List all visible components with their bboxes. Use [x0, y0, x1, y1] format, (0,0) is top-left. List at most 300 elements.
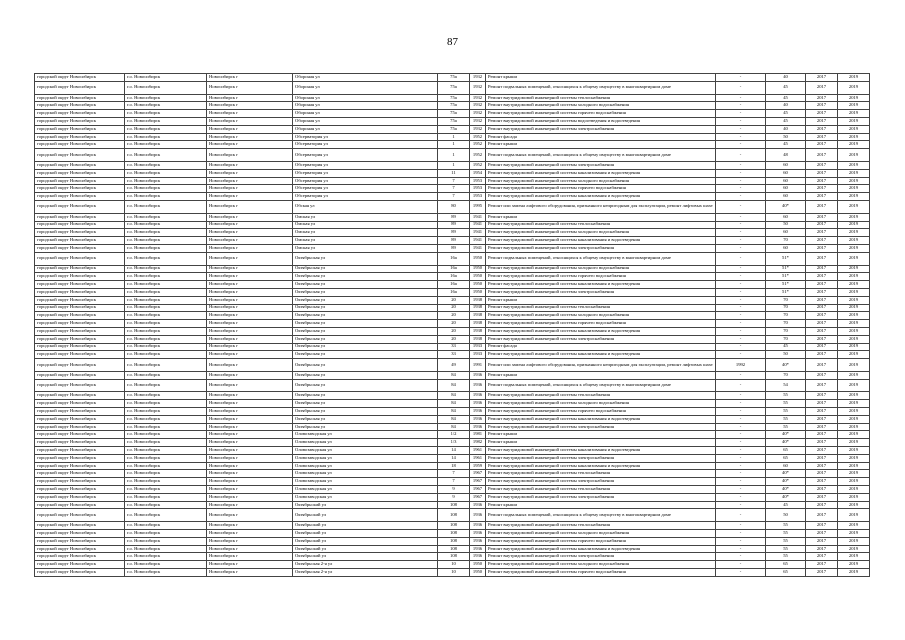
work-type-cell: Ремонт подвальных помещений, относящихся к общему имуществу в многоквартирном доме — [486, 252, 716, 265]
house-cell: 108 — [438, 501, 470, 509]
municipality-cell: городской округ Новосибирск — [35, 281, 125, 289]
wear-cell: 70 — [766, 312, 806, 320]
house-cell: 89 — [438, 221, 470, 229]
end-year-cell: 2019 — [838, 327, 870, 335]
work-type-cell: Ремонт внутридомовой инженерной системы электроснабжения — [486, 493, 716, 501]
start-year-cell: 2017 — [806, 94, 838, 102]
work-type-cell: Ремонт внутридомовой инженерной системы холодного водоснабжения — [486, 561, 716, 569]
municipality-cell: городской округ Новосибирск — [35, 493, 125, 501]
last-repair-cell: - — [716, 133, 766, 141]
year-built-cell: 1952 — [470, 141, 486, 149]
last-repair-cell: - — [716, 288, 766, 296]
wear-cell: 70 — [766, 304, 806, 312]
city-cell: Новосибирск г — [207, 273, 293, 281]
last-repair-cell: - — [716, 371, 766, 379]
street-cell: Октябрьский ул — [293, 553, 438, 561]
city-cell: Новосибирск г — [207, 431, 293, 439]
work-type-cell: Ремонт или замена лифтового оборудования, признанного непригодным для эксплуатации, ремонт лифтовых шахт — [486, 200, 716, 213]
city-cell: Новосибирск г — [207, 281, 293, 289]
year-built-cell: 1950 — [470, 288, 486, 296]
wear-cell: 55 — [766, 553, 806, 561]
last-repair-cell: - — [716, 94, 766, 102]
city-cell: Новосибирск г — [207, 110, 293, 118]
house-cell: 7 — [438, 470, 470, 478]
table-row — [35, 470, 870, 478]
end-year-cell: 2019 — [838, 149, 870, 162]
wear-cell: 60 — [766, 193, 806, 201]
last-repair-cell: - — [716, 273, 766, 281]
start-year-cell: 2017 — [806, 335, 838, 343]
year-built-cell: 1950 — [470, 569, 486, 577]
work-type-cell: Ремонт внутридомовой инженерной системы канализования и водоотведения — [486, 193, 716, 201]
year-built-cell: 1936 — [470, 392, 486, 400]
district-cell: г.о. Новосибирск — [125, 530, 207, 538]
street-cell: Омская ул — [293, 221, 438, 229]
district-cell: г.о. Новосибирск — [125, 229, 207, 237]
work-type-cell: Ремонт подвальных помещений, относящихся к общему имуществу в многоквартирном доме — [486, 81, 716, 94]
end-year-cell: 2019 — [838, 501, 870, 509]
wear-cell: 50 — [766, 509, 806, 522]
start-year-cell: 2017 — [806, 244, 838, 252]
year-built-cell: 1932 — [470, 125, 486, 133]
table-row — [35, 359, 870, 372]
end-year-cell: 2019 — [838, 470, 870, 478]
start-year-cell: 2017 — [806, 501, 838, 509]
municipality-cell: городской округ Новосибирск — [35, 569, 125, 577]
house-cell: 75а — [438, 81, 470, 94]
street-cell: Октябрьский ул — [293, 509, 438, 522]
district-cell: г.о. Новосибирск — [125, 509, 207, 522]
house-cell: 20 — [438, 320, 470, 328]
table-row — [35, 439, 870, 447]
municipality-cell: городской округ Новосибирск — [35, 177, 125, 185]
city-cell: Новосибирск г — [207, 288, 293, 296]
district-cell: г.о. Новосибирск — [125, 110, 207, 118]
end-year-cell: 2019 — [838, 141, 870, 149]
table-row — [35, 408, 870, 416]
wear-cell: 55 — [766, 392, 806, 400]
city-cell: Новосибирск г — [207, 351, 293, 359]
district-cell: г.о. Новосибирск — [125, 213, 207, 221]
city-cell: Новосибирск г — [207, 312, 293, 320]
end-year-cell: 2019 — [838, 392, 870, 400]
wear-cell: 51* — [766, 281, 806, 289]
work-type-cell: Ремонт внутридомовой инженерной системы электроснабжения — [486, 288, 716, 296]
table-row — [35, 296, 870, 304]
district-cell: г.о. Новосибирск — [125, 569, 207, 577]
municipality-cell: городской округ Новосибирск — [35, 509, 125, 522]
district-cell: г.о. Новосибирск — [125, 200, 207, 213]
last-repair-cell: - — [716, 478, 766, 486]
street-cell: Обсерватория ул — [293, 149, 438, 162]
table-row — [35, 522, 870, 530]
last-repair-cell: - — [716, 149, 766, 162]
start-year-cell: 2017 — [806, 408, 838, 416]
house-cell: 7 — [438, 185, 470, 193]
table-row — [35, 273, 870, 281]
end-year-cell: 2019 — [838, 193, 870, 201]
start-year-cell: 2017 — [806, 296, 838, 304]
district-cell: г.о. Новосибирск — [125, 117, 207, 125]
table-row — [35, 431, 870, 439]
last-repair-cell: - — [716, 501, 766, 509]
start-year-cell: 2017 — [806, 288, 838, 296]
end-year-cell: 2019 — [838, 343, 870, 351]
start-year-cell: 2017 — [806, 169, 838, 177]
street-cell: Оловозаводская ул — [293, 493, 438, 501]
street-cell: Оловозаводская ул — [293, 486, 438, 494]
table-row — [35, 288, 870, 296]
end-year-cell: 2019 — [838, 561, 870, 569]
year-built-cell: 1938 — [470, 296, 486, 304]
end-year-cell: 2019 — [838, 371, 870, 379]
end-year-cell: 2019 — [838, 447, 870, 455]
street-cell: Обороная ул — [293, 81, 438, 94]
start-year-cell: 2017 — [806, 117, 838, 125]
street-cell: Октябрьский ул — [293, 501, 438, 509]
municipality-cell: городской округ Новосибирск — [35, 371, 125, 379]
table-row — [35, 343, 870, 351]
work-type-cell: Ремонт внутридомовой инженерной системы теплоснабжения — [486, 522, 716, 530]
municipality-cell: городской округ Новосибирск — [35, 221, 125, 229]
table-row — [35, 193, 870, 201]
table-row — [35, 553, 870, 561]
house-cell: 89 — [438, 237, 470, 245]
house-cell: 20 — [438, 304, 470, 312]
last-repair-cell: - — [716, 431, 766, 439]
end-year-cell: 2019 — [838, 177, 870, 185]
work-type-cell: Ремонт внутридомовой инженерной системы горячего водоснабжения — [486, 185, 716, 193]
wear-cell: 45 — [766, 343, 806, 351]
table-row — [35, 493, 870, 501]
wear-cell: 65 — [766, 569, 806, 577]
end-year-cell: 2019 — [838, 229, 870, 237]
work-type-cell: Ремонт внутридомовой инженерной системы теплоснабжения — [486, 94, 716, 102]
last-repair-cell: - — [716, 244, 766, 252]
start-year-cell: 2017 — [806, 141, 838, 149]
end-year-cell: 2019 — [838, 379, 870, 392]
start-year-cell: 2017 — [806, 110, 838, 118]
street-cell: Октябрьская ул — [293, 423, 438, 431]
district-cell: г.о. Новосибирск — [125, 522, 207, 530]
district-cell: г.о. Новосибирск — [125, 545, 207, 553]
table-row — [35, 229, 870, 237]
last-repair-cell: - — [716, 454, 766, 462]
year-built-cell: 1932 — [470, 94, 486, 102]
end-year-cell: 2019 — [838, 288, 870, 296]
house-cell: 108 — [438, 537, 470, 545]
work-type-cell: Ремонт внутридомовой инженерной системы канализования и водоотведения — [486, 351, 716, 359]
city-cell: Новосибирск г — [207, 335, 293, 343]
district-cell: г.о. Новосибирск — [125, 415, 207, 423]
house-cell: 1 — [438, 149, 470, 162]
wear-cell: 45 — [766, 110, 806, 118]
district-cell: г.о. Новосибирск — [125, 462, 207, 470]
house-cell: 75а — [438, 125, 470, 133]
last-repair-cell: - — [716, 117, 766, 125]
house-cell: 75а — [438, 102, 470, 110]
district-cell: г.о. Новосибирск — [125, 296, 207, 304]
district-cell: г.о. Новосибирск — [125, 237, 207, 245]
wear-cell: 40 — [766, 102, 806, 110]
last-repair-cell: - — [716, 102, 766, 110]
table-row — [35, 454, 870, 462]
house-cell: 16а — [438, 288, 470, 296]
table-row — [35, 530, 870, 538]
municipality-cell: городской округ Новосибирск — [35, 244, 125, 252]
year-built-cell: 1932 — [470, 74, 486, 82]
work-type-cell: Ремонт крыши — [486, 74, 716, 82]
wear-cell: 65 — [766, 447, 806, 455]
work-type-cell: Ремонт внутридомовой инженерной системы горячего водоснабжения — [486, 320, 716, 328]
city-cell: Новосибирск г — [207, 221, 293, 229]
table-row — [35, 149, 870, 162]
year-built-cell: 1932 — [470, 102, 486, 110]
wear-cell: 51* — [766, 265, 806, 273]
district-cell: г.о. Новосибирск — [125, 537, 207, 545]
house-cell: 84 — [438, 408, 470, 416]
last-repair-cell: - — [716, 343, 766, 351]
city-cell: Новосибирск г — [207, 149, 293, 162]
house-cell: 18 — [438, 462, 470, 470]
city-cell: Новосибирск г — [207, 522, 293, 530]
last-repair-cell: - — [716, 493, 766, 501]
year-built-cell: 1991 — [470, 359, 486, 372]
wear-cell: 60 — [766, 462, 806, 470]
house-cell: 80 — [438, 200, 470, 213]
municipality-cell: городской округ Новосибирск — [35, 359, 125, 372]
house-cell: 14 — [438, 447, 470, 455]
last-repair-cell: - — [716, 447, 766, 455]
last-repair-cell: - — [716, 522, 766, 530]
wear-cell: 70 — [766, 371, 806, 379]
start-year-cell: 2017 — [806, 392, 838, 400]
house-cell: 1 — [438, 133, 470, 141]
end-year-cell: 2019 — [838, 553, 870, 561]
end-year-cell: 2019 — [838, 320, 870, 328]
start-year-cell: 2017 — [806, 359, 838, 372]
municipality-cell: городской округ Новосибирск — [35, 102, 125, 110]
street-cell: Октябрьская ул — [293, 415, 438, 423]
year-built-cell: 1936 — [470, 545, 486, 553]
table-row — [35, 569, 870, 577]
municipality-cell: городской округ Новосибирск — [35, 478, 125, 486]
table-row — [35, 161, 870, 169]
municipality-cell: городской округ Новосибирск — [35, 415, 125, 423]
house-cell: 16а — [438, 265, 470, 273]
end-year-cell: 2019 — [838, 522, 870, 530]
last-repair-cell: - — [716, 439, 766, 447]
start-year-cell: 2017 — [806, 371, 838, 379]
municipality-cell: городской округ Новосибирск — [35, 273, 125, 281]
municipality-cell: городской округ Новосибирск — [35, 320, 125, 328]
table-row — [35, 561, 870, 569]
city-cell: Новосибирск г — [207, 509, 293, 522]
table-row — [35, 169, 870, 177]
last-repair-cell: - — [716, 545, 766, 553]
end-year-cell: 2019 — [838, 423, 870, 431]
page-number: 87 — [447, 36, 458, 48]
year-built-cell: 1933 — [470, 351, 486, 359]
table-row — [35, 320, 870, 328]
end-year-cell: 2019 — [838, 281, 870, 289]
house-cell: 108 — [438, 509, 470, 522]
table-row — [35, 379, 870, 392]
house-cell: 9 — [438, 493, 470, 501]
street-cell: Октябрьская ул — [293, 408, 438, 416]
district-cell: г.о. Новосибирск — [125, 125, 207, 133]
house-cell: 1/2 — [438, 431, 470, 439]
work-type-cell: Ремонт внутридомовой инженерной системы канализования и водоотведения — [486, 169, 716, 177]
municipality-cell: городской округ Новосибирск — [35, 431, 125, 439]
start-year-cell: 2017 — [806, 431, 838, 439]
house-cell: 20 — [438, 296, 470, 304]
municipality-cell: городской округ Новосибирск — [35, 229, 125, 237]
year-built-cell: 1932 — [470, 110, 486, 118]
district-cell: г.о. Новосибирск — [125, 169, 207, 177]
work-type-cell: Ремонт или замена лифтового оборудования, признанного непригодным для эксплуатации, ремонт лифтовых шахт — [486, 359, 716, 372]
work-type-cell: Ремонт крыши — [486, 141, 716, 149]
year-built-cell: 1952 — [470, 133, 486, 141]
work-type-cell: Ремонт крыши — [486, 371, 716, 379]
municipality-cell: городской округ Новосибирск — [35, 74, 125, 82]
district-cell: г.о. Новосибирск — [125, 221, 207, 229]
wear-cell: 50 — [766, 351, 806, 359]
street-cell: Октябрьский ул — [293, 530, 438, 538]
wear-cell: 48 — [766, 149, 806, 162]
year-built-cell: 1941 — [470, 229, 486, 237]
start-year-cell: 2017 — [806, 265, 838, 273]
municipality-cell: городской округ Новосибирск — [35, 553, 125, 561]
end-year-cell: 2019 — [838, 296, 870, 304]
house-cell: 16а — [438, 281, 470, 289]
municipality-cell: городской округ Новосибирск — [35, 141, 125, 149]
start-year-cell: 2017 — [806, 221, 838, 229]
street-cell: Омская ул — [293, 244, 438, 252]
city-cell: Новосибирск г — [207, 265, 293, 273]
municipality-cell: городской округ Новосибирск — [35, 125, 125, 133]
municipality-cell: городской округ Новосибирск — [35, 423, 125, 431]
table-row — [35, 237, 870, 245]
last-repair-cell: - — [716, 265, 766, 273]
year-built-cell: 1936 — [470, 379, 486, 392]
city-cell: Новосибирск г — [207, 439, 293, 447]
municipality-cell: городской округ Новосибирск — [35, 462, 125, 470]
street-cell: Оловозаводская ул — [293, 478, 438, 486]
municipality-cell: городской округ Новосибирск — [35, 522, 125, 530]
municipality-cell: городской округ Новосибирск — [35, 351, 125, 359]
house-cell: 75а — [438, 74, 470, 82]
district-cell: г.о. Новосибирск — [125, 553, 207, 561]
district-cell: г.о. Новосибирск — [125, 312, 207, 320]
end-year-cell: 2019 — [838, 252, 870, 265]
end-year-cell: 2019 — [838, 169, 870, 177]
house-cell: 89 — [438, 229, 470, 237]
work-type-cell: Ремонт внутридомовой инженерной системы электроснабжения — [486, 454, 716, 462]
municipality-cell: городской округ Новосибирск — [35, 392, 125, 400]
work-type-cell: Ремонт внутридомовой инженерной системы канализования и водоотведения — [486, 415, 716, 423]
city-cell: Новосибирск г — [207, 486, 293, 494]
district-cell: г.о. Новосибирск — [125, 320, 207, 328]
work-type-cell: Ремонт внутридомовой инженерной системы канализования и водоотведения — [486, 447, 716, 455]
start-year-cell: 2017 — [806, 125, 838, 133]
end-year-cell: 2019 — [838, 351, 870, 359]
street-cell: Октябрьский ул — [293, 522, 438, 530]
end-year-cell: 2019 — [838, 530, 870, 538]
work-type-cell: Ремонт внутридомовой инженерной системы холодного водоснабжения — [486, 102, 716, 110]
table-row — [35, 221, 870, 229]
district-cell: г.о. Новосибирск — [125, 392, 207, 400]
work-type-cell: Ремонт внутридомовой инженерной системы теплоснабжения — [486, 486, 716, 494]
street-cell: Омская ул — [293, 213, 438, 221]
start-year-cell: 2017 — [806, 304, 838, 312]
year-built-cell: 1981 — [470, 431, 486, 439]
end-year-cell: 2019 — [838, 537, 870, 545]
city-cell: Новосибирск г — [207, 379, 293, 392]
district-cell: г.о. Новосибирск — [125, 454, 207, 462]
start-year-cell: 2017 — [806, 530, 838, 538]
municipality-cell: городской округ Новосибирск — [35, 117, 125, 125]
work-type-cell: Ремонт внутридомовой инженерной системы холодного водоснабжения — [486, 312, 716, 320]
last-repair-cell: - — [716, 335, 766, 343]
year-built-cell: 1936 — [470, 371, 486, 379]
end-year-cell: 2019 — [838, 110, 870, 118]
work-type-cell: Ремонт внутридомовой инженерной системы электроснабжения — [486, 244, 716, 252]
house-cell: 49 — [438, 359, 470, 372]
year-built-cell: 1967 — [470, 493, 486, 501]
district-cell: г.о. Новосибирск — [125, 193, 207, 201]
table-row — [35, 200, 870, 213]
year-built-cell: 1953 — [470, 185, 486, 193]
city-cell: Новосибирск г — [207, 296, 293, 304]
house-cell: 89 — [438, 213, 470, 221]
district-cell: г.о. Новосибирск — [125, 493, 207, 501]
municipality-cell: городской округ Новосибирск — [35, 133, 125, 141]
work-type-cell: Ремонт внутридомовой инженерной системы теплоснабжения — [486, 392, 716, 400]
wear-cell: 40* — [766, 200, 806, 213]
work-type-cell: Ремонт внутридомовой инженерной системы холодного водоснабжения — [486, 530, 716, 538]
start-year-cell: 2017 — [806, 423, 838, 431]
end-year-cell: 2019 — [838, 486, 870, 494]
year-built-cell: 1932 — [470, 81, 486, 94]
municipality-cell: городской округ Новосибирск — [35, 530, 125, 538]
year-built-cell: 1950 — [470, 281, 486, 289]
district-cell: г.о. Новосибирск — [125, 371, 207, 379]
house-cell: 9 — [438, 486, 470, 494]
year-built-cell: 1959 — [470, 462, 486, 470]
city-cell: Новосибирск г — [207, 537, 293, 545]
last-repair-cell: - — [716, 569, 766, 577]
street-cell: Обсерватория ул — [293, 161, 438, 169]
year-built-cell: 1936 — [470, 537, 486, 545]
city-cell: Новосибирск г — [207, 141, 293, 149]
street-cell: Октябрьская ул — [293, 281, 438, 289]
year-built-cell: 1961 — [470, 454, 486, 462]
district-cell: г.о. Новосибирск — [125, 265, 207, 273]
table-row — [35, 371, 870, 379]
wear-cell: 70 — [766, 237, 806, 245]
district-cell: г.о. Новосибирск — [125, 351, 207, 359]
year-built-cell: 1967 — [470, 470, 486, 478]
end-year-cell: 2019 — [838, 221, 870, 229]
last-repair-cell: - — [716, 200, 766, 213]
table-row — [35, 415, 870, 423]
start-year-cell: 2017 — [806, 81, 838, 94]
table-row — [35, 335, 870, 343]
year-built-cell: 1932 — [470, 117, 486, 125]
start-year-cell: 2017 — [806, 462, 838, 470]
district-cell: г.о. Новосибирск — [125, 252, 207, 265]
